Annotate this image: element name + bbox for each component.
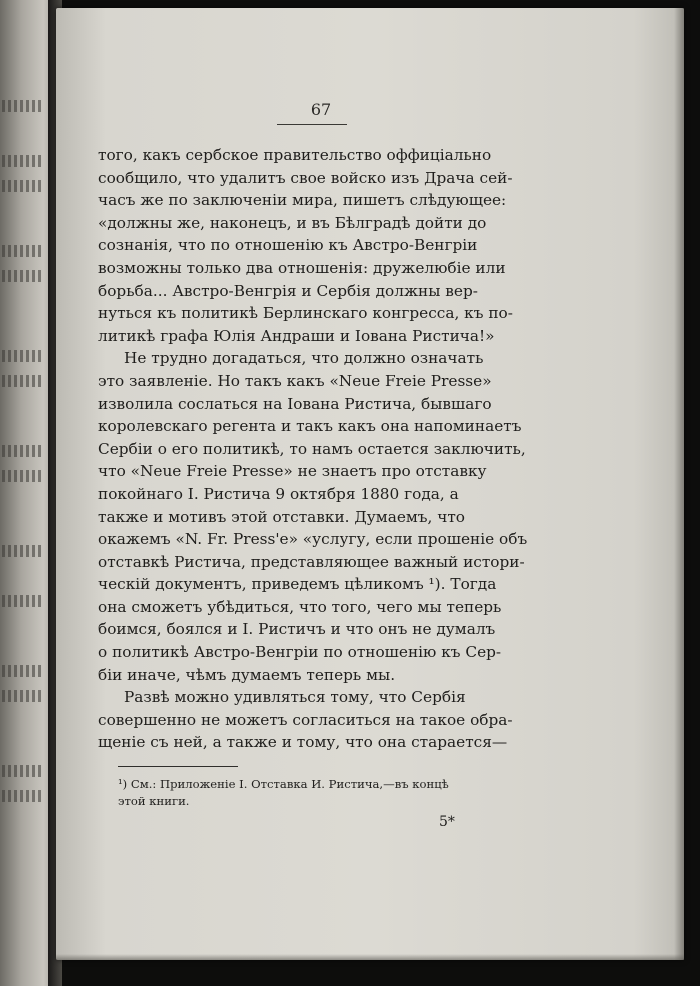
facing-page-text-fragment (2, 100, 42, 112)
paragraph (98, 144, 513, 347)
facing-page-text-fragment (2, 155, 42, 167)
text-line: «должны же, наконецъ, и въ Бѣлградѣ дойти до (98, 213, 487, 232)
facing-page-text-fragment (2, 765, 42, 777)
footnote-line: ¹) См.: Приложеніе І. Отставка И. Ристича,—въ концѣ (118, 777, 449, 791)
facing-page-text-fragment (2, 665, 42, 677)
text-line: она сможетъ убѣдиться, что того, чего мы теперь (98, 597, 502, 616)
page-bottom-shadow (56, 954, 684, 960)
facing-page-text-fragment (2, 690, 42, 702)
facing-page-text-fragment (2, 350, 42, 362)
text-line: сообщило, что удалитъ свое войско изъ Драча сей- (98, 168, 513, 187)
text-line: Развѣ можно удивляться тому, что Сербія (124, 688, 466, 707)
text-line: литикѣ графа Юлія Андраши и Іована Ристича!» (98, 326, 495, 345)
text-line: біи иначе, чѣмъ думаемъ теперь мы. (98, 665, 396, 684)
text-line: боимся, боялся и І. Ристичъ и что онъ не думалъ (98, 620, 496, 639)
paragraph (98, 347, 528, 686)
facing-page-text-fragment (2, 595, 42, 607)
footnote-rule (118, 766, 238, 767)
page-number: 67 (310, 100, 332, 119)
text-line: изволила сослаться на Іована Ристича, бывшаго (98, 394, 492, 413)
facing-page-text-fragment (2, 445, 42, 457)
signature-mark: 5* (439, 814, 455, 830)
text-line: того, какъ сербское правительство оффиціально (98, 146, 492, 164)
facing-page-text-fragment (2, 180, 42, 192)
facing-page-text-fragment (2, 270, 42, 282)
text-line: о политикѣ Австро-Венгріи по отношенію къ Сер- (98, 643, 502, 662)
footnote-line: этой книги. (118, 794, 190, 808)
text-line: покойнаго І. Ристича 9 октября 1880 года, а (98, 484, 459, 503)
text-line: совершенно не можетъ согласиться на такое обра- (98, 710, 513, 729)
text-line: Сербіи о его политикѣ, то намъ остается заключить, (98, 439, 526, 458)
book-page (56, 8, 684, 960)
text-line: также и мотивъ этой отставки. Думаемъ, что (98, 507, 466, 526)
page-edge-shadow (674, 8, 684, 960)
text-line: что «Neue Freie Presse» не знаетъ про отставку (98, 462, 487, 481)
text-line: часъ же по заключеніи мира, пишетъ слѣдующее: (98, 191, 507, 210)
text-line: королевскаго регента и такъ какъ она напоминаетъ (98, 417, 522, 436)
facing-page-text-fragment (2, 790, 42, 802)
footnote (118, 776, 498, 810)
text-line: Не трудно догадаться, что должно означать (124, 349, 484, 368)
body-text (98, 144, 528, 754)
text-line: окажемъ «N. Fr. Press'e» «услугу, если прошеніе объ (98, 530, 528, 549)
paragraph (98, 686, 513, 754)
text-line: возможны только два отношенія: дружелюбіе или (98, 258, 506, 277)
facing-page-text-fragment (2, 545, 42, 557)
facing-page-text-fragment (2, 375, 42, 387)
text-line: это заявленіе. Но такъ какъ «Neue Freie Presse» (98, 371, 492, 390)
text-line: сознанія, что по отношенію къ Австро-Венгріи (98, 236, 478, 255)
text-line: отставкѣ Ристича, представляющее важный истори- (98, 552, 525, 571)
text-line: борьба... Австро-Венгрія и Сербія должны вер- (98, 281, 478, 300)
text-line: ческій документъ, приведемъ цѣликомъ ¹). Тогда (98, 575, 497, 594)
page-number-rule (277, 124, 347, 125)
text-line: нуться къ политикѣ Берлинскаго конгресса, къ по- (98, 304, 513, 323)
text-line: щеніе съ ней, а также и тому, что она старается— (98, 733, 508, 752)
facing-page-text-fragment (2, 470, 42, 482)
facing-page-text-fragment (2, 245, 42, 257)
